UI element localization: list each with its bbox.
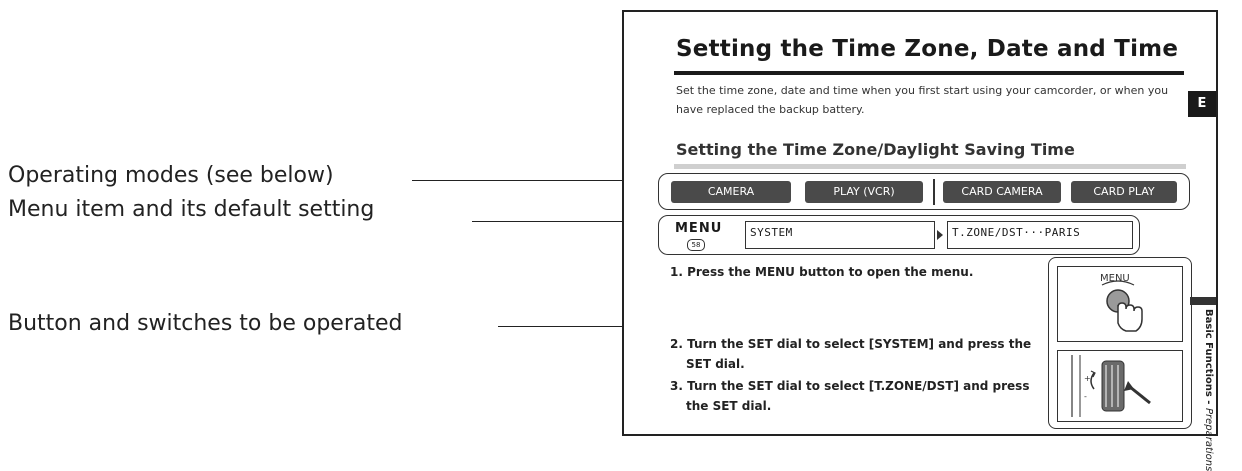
operating-modes-bar — [658, 173, 1190, 210]
menu-item-box: SYSTEM — [745, 221, 935, 249]
illustration-menu-label: MENU — [1100, 273, 1130, 284]
step-1: 1. Press the MENU button to open the menu. — [670, 265, 974, 279]
section-subtitle: Setting the Time Zone/Daylight Saving Time — [676, 140, 1075, 159]
callout-buttons: Button and switches to be operated — [8, 311, 403, 336]
mode-separator — [933, 179, 935, 205]
arrow-right-icon — [937, 230, 943, 240]
step-3-cont: the SET dial. — [686, 399, 772, 413]
svg-text:+: + — [1084, 374, 1091, 383]
mode-card-play: CARD PLAY — [1071, 181, 1177, 203]
set-dial-icon — [1058, 351, 1181, 420]
menu-item-row — [658, 215, 1140, 255]
mode-camera: CAMERA — [671, 181, 791, 203]
page-title: Setting the Time Zone, Date and Time — [676, 36, 1179, 62]
step-2: 2. Turn the SET dial to select [SYSTEM] and press the — [670, 337, 1032, 351]
set-dial-illustration — [1057, 350, 1183, 422]
mode-play-vcr: PLAY (VCR) — [805, 181, 923, 203]
side-tab-bar — [1190, 297, 1216, 305]
illustration-frame — [1048, 257, 1192, 429]
side-tab-title: Basic Functions - — [1203, 309, 1214, 405]
svg-text:-: - — [1084, 392, 1087, 401]
mode-card-camera: CARD CAMERA — [943, 181, 1061, 203]
title-rule — [674, 71, 1184, 75]
intro-text: Set the time zone, date and time when you first start using your camcorder, or when you have replaced the backup battery. — [676, 84, 1169, 116]
section-side-tab — [1190, 297, 1216, 471]
callout-operating-modes: Operating modes (see below) — [8, 163, 334, 188]
menu-label: MENU — [675, 221, 723, 236]
language-edge-tab: E — [1188, 91, 1216, 117]
subtitle-rule — [674, 164, 1186, 169]
step-2-cont: SET dial. — [686, 357, 745, 371]
page-reference-icon: 58 — [687, 239, 705, 251]
side-tab-subtitle: Preparations — [1203, 407, 1214, 471]
side-tab-text — [1192, 309, 1214, 471]
callout-menu-item: Menu item and its default setting — [8, 197, 375, 222]
menu-button-illustration — [1057, 266, 1183, 342]
step-3: 3. Turn the SET dial to select [T.ZONE/DST] and press — [670, 379, 1030, 393]
press-button-icon — [1058, 267, 1181, 340]
menu-setting-box: T.ZONE/DST···PARIS — [947, 221, 1133, 249]
manual-page — [622, 10, 1218, 471]
